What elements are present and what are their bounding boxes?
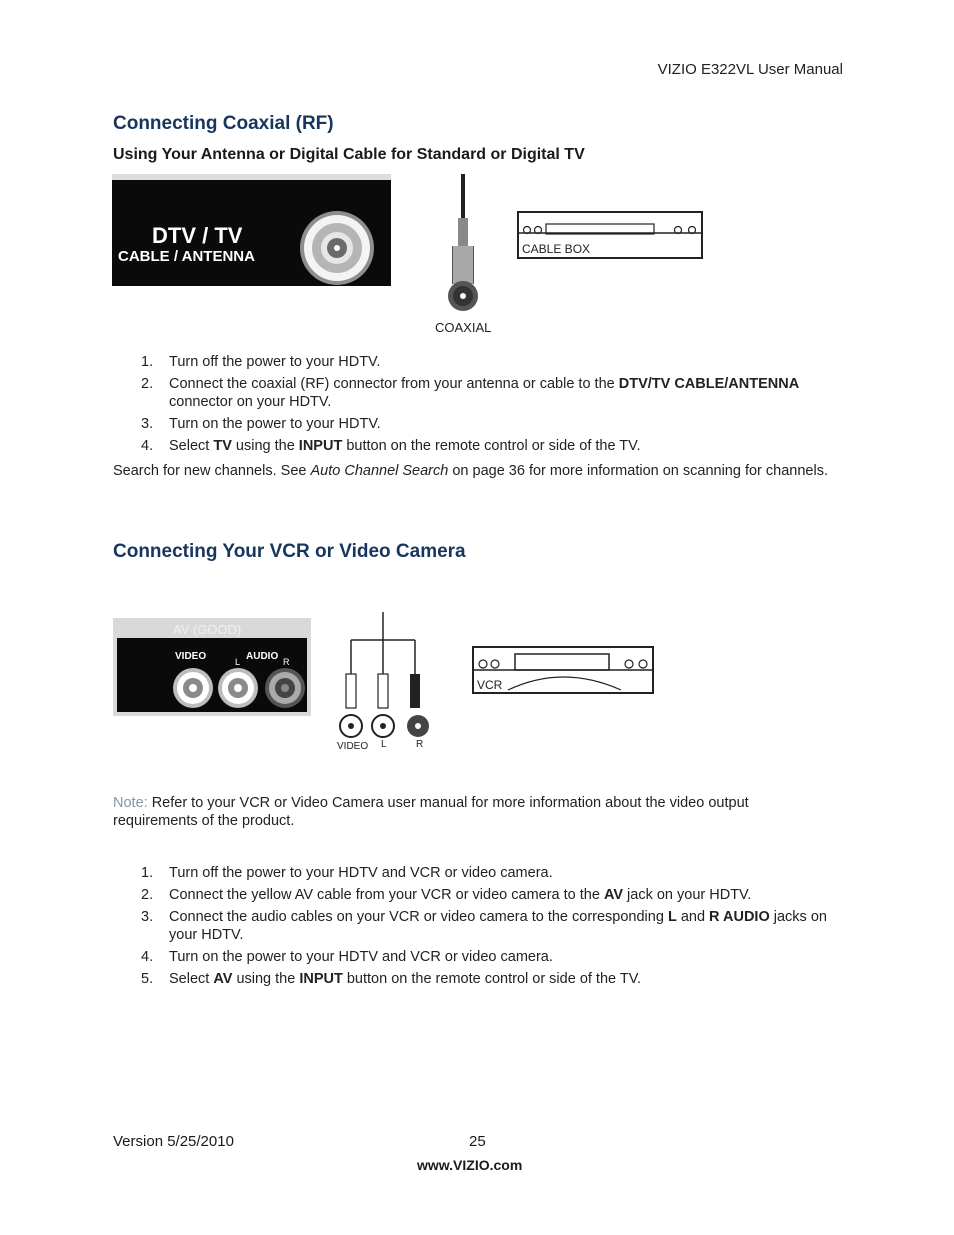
video-jack-icon: [173, 668, 213, 708]
auto-channel-search-reference: Auto Channel Search: [310, 463, 449, 479]
audio-left-jack-icon: [218, 668, 258, 708]
section-title-vcr: Connecting Your VCR or Video Camera: [113, 541, 466, 562]
vcr-diagram: [113, 612, 658, 757]
av-panel-video-label: VIDEO: [175, 651, 207, 662]
av-panel-r-label: R: [283, 657, 290, 667]
rca-l-label: L: [381, 739, 387, 750]
step-item: 5. Select AV using the INPUT button on the remote control or side of the TV.: [141, 971, 642, 987]
vcr-label: VCR: [477, 678, 503, 692]
footer-page-number: 25: [469, 1133, 486, 1150]
search-channels-paragraph: Search for new channels. See Auto Channel Search on page 36 for more information on scanning for channels.: [113, 463, 828, 479]
step-item: 2. Connect the yellow AV cable from your VCR or video camera to the AV jack on your HDTV.: [141, 887, 752, 903]
av-panel-top-label: AV (GOOD): [173, 622, 242, 637]
audio-right-jack-icon: [265, 668, 305, 708]
av-panel-audio-label: AUDIO: [246, 651, 279, 662]
note-label: Note:: [113, 795, 148, 811]
coaxial-cable-icon: [448, 174, 478, 311]
av-panel-l-label: L: [235, 657, 241, 667]
step-item: 4. Select TV using the INPUT button on the remote control or side of the TV.: [141, 438, 641, 454]
step-item: 4. Turn on the power to your HDTV and VCR or video camera.: [141, 949, 553, 965]
coaxial-jack-icon: [300, 211, 374, 285]
cable-antenna-panel-label: CABLE / ANTENNA: [118, 248, 255, 265]
document-header: VIZIO E322VL User Manual: [657, 61, 843, 78]
step-item: 3. Connect the audio cables on your VCR or video camera to the corresponding L and R AUDIO jacks on your HDTV.: [141, 909, 827, 943]
rca-r-label: R: [416, 739, 424, 750]
step-item: 2. Connect the coaxial (RF) connector from your antenna or cable to the DTV/TV CABLE/ANTENNA connector on your HDTV.: [141, 376, 800, 410]
step-item: 1. Turn off the power to your HDTV and VCR or video camera.: [141, 865, 553, 881]
coaxial-diagram: [112, 172, 712, 342]
coaxial-label: COAXIAL: [435, 320, 492, 335]
note-paragraph: Note: Refer to your VCR or Video Camera user manual for more information about the video output requirements of the product.: [113, 795, 749, 829]
section-title-coaxial: Connecting Coaxial (RF): [113, 113, 334, 134]
rca-video-label: VIDEO: [337, 741, 369, 752]
step-item: 1. Turn off the power to your HDTV.: [141, 354, 381, 370]
rca-cables-icon: [340, 612, 429, 737]
cable-box-label: CABLE BOX: [522, 242, 591, 256]
footer-url: www.VIZIO.com: [417, 1157, 523, 1173]
section-subtitle-antenna: Using Your Antenna or Digital Cable for Standard or Digital TV: [113, 146, 585, 163]
coaxial-steps-list: [113, 353, 833, 459]
vcr-steps-list: [113, 864, 833, 992]
dtv-panel-label: DTV / TV: [152, 223, 243, 248]
step-item: 3. Turn on the power to your HDTV.: [141, 416, 381, 432]
footer-version: Version 5/25/2010: [113, 1133, 234, 1150]
